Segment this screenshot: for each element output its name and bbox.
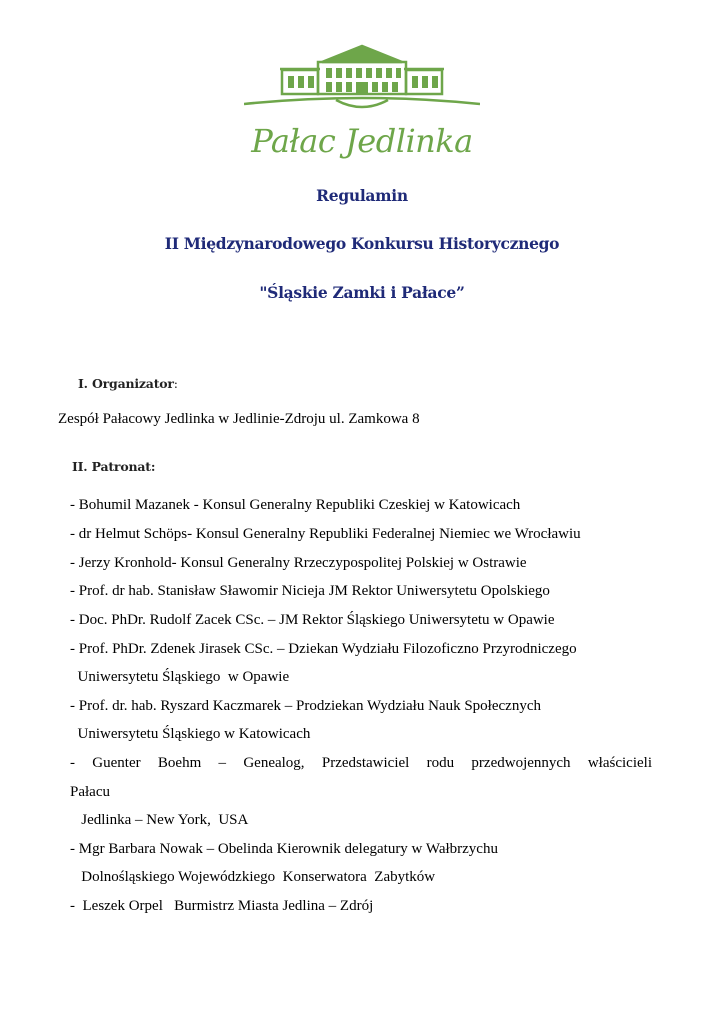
patron-line-continuation: Uniwersytetu Śląskiego w Katowicach [70, 726, 311, 742]
patron-line: - Mgr Barbara Nowak – Obelinda Kierownik delegatury w Wałbrzychu [70, 841, 498, 857]
palace-logo [244, 40, 480, 175]
section-patronage-heading: II. Patronat: [72, 459, 156, 474]
patron-line: - Prof. dr. hab. Ryszard Kaczmarek – Prodziekan Wydziału Nauk Społecznych [70, 698, 541, 714]
patron-line: - Jerzy Kronhold- Konsul Generalny Rrzeczypospolitej Polskiej w Ostrawie [70, 555, 527, 571]
organizer-text: Zespół Pałacowy Jedlinka w Jedlinie-Zdroju ul. Zamkowa 8 [58, 411, 420, 427]
competition-name: "Śląskie Zamki i Pałace” [259, 283, 465, 302]
patron-line: - Prof. dr hab. Stanisław Sławomir Nicieja JM Rektor Uniwersytetu Opolskiego [70, 583, 550, 599]
patron-line-continuation: Jedlinka – New York, USA [70, 812, 249, 828]
patron-line-continuation: Uniwersytetu Śląskiego w Opawie [70, 669, 290, 685]
document-subtitle: II Międzynarodowego Konkursu Historycznego [164, 234, 560, 253]
patron-line: - Guenter Boehm – Genealog, Przedstawiciel rodu przedwojennych właścicieli [70, 755, 652, 771]
organizer-heading-colon: : [173, 376, 178, 391]
section-organizer-heading [78, 376, 178, 391]
patron-line: - Bohumil Mazanek - Konsul Generalny Republiki Czeskiej w Katowicach [70, 497, 521, 513]
patron-line: - Leszek Orpel Burmistrz Miasta Jedlina – Zdrój [70, 898, 374, 914]
patron-line-continuation: Pałacu [70, 784, 110, 800]
patron-line: - dr Helmut Schöps- Konsul Generalny Republiki Federalnej Niemiec we Wrocławiu [70, 526, 581, 542]
patron-line-continuation: Dolnośląskiego Wojewódzkiego Konserwatora Zabytków [70, 869, 436, 885]
patron-line: - Prof. PhDr. Zdenek Jirasek CSc. – Dziekan Wydziału Filozoficzno Przyrodniczego [70, 641, 577, 657]
logo-wordmark: Pałac Jedlinka [251, 122, 473, 160]
patron-line: - Doc. PhDr. Rudolf Zacek CSc. – JM Rektor Śląskiego Uniwersytetu w Opawie [70, 612, 555, 628]
organizer-heading-text: I. Organizator [78, 376, 174, 391]
palace-building-icon [244, 40, 480, 120]
document-title: Regulamin [316, 186, 408, 205]
